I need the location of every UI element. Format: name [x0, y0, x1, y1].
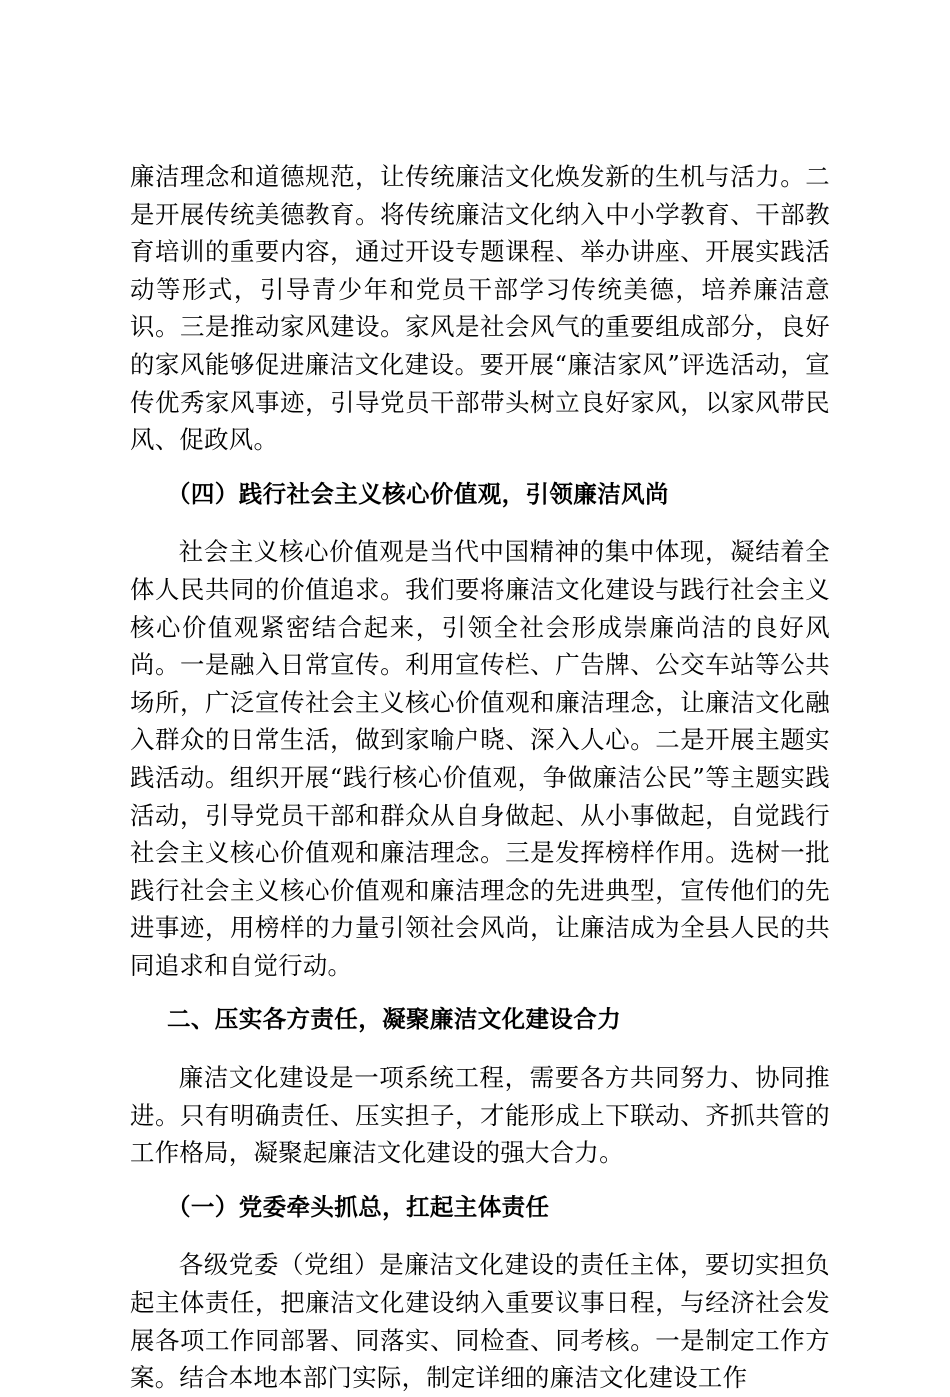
chapter-heading-2: 二、压实各方责任，凝聚廉洁文化建设合力 [167, 1005, 622, 1034]
section-heading-4: （四）践行社会主义核心价值观，引领廉洁风尚 [167, 479, 669, 508]
paragraph-party-committee: 各级党委（党组）是廉洁文化建设的责任主体，要切实担负起主体责任，把廉洁文化建设纳入重要议事日程，与经济社会发展各项工作同部署、同落实、同检查、同考核。一是制定工作方案。结合本地本部门实际，制定详细的廉洁文化建设工作 [130, 1250, 830, 1393]
section-heading-1: （一）党委牵头抓总，扛起主体责任 [167, 1192, 550, 1221]
paragraph-core-values: 社会主义核心价值观是当代中国精神的集中体现，凝结着全体人民共同的价值追求。我们要将廉洁文化建设与践行社会主义核心价值观紧密结合起来，引领全社会形成崇廉尚洁的良好风尚。一是融入日常宣传。利用宣传栏、广告牌、公交车站等公共场所，广泛宣传社会主义核心价值观和廉洁理念，让廉洁文化融入群众的日常生活，做到家喻户晓、深入人心。二是开展主题实践活动。组织开展“践行核心价值观，争做廉洁公民”等主题实践活动，引导党员干部和群众从自身做起、从小事做起，自觉践行社会主义核心价值观和廉洁理念。三是发挥榜样作用。选树一批践行社会主义核心价值观和廉洁理念的先进典型，宣传他们的先进事迹，用榜样的力量引领社会风尚，让廉洁成为全县人民的共同追求和自觉行动。 [130, 537, 830, 980]
paragraph-continuation: 廉洁理念和道德规范，让传统廉洁文化焕发新的生机与活力。二是开展传统美德教育。将传统廉洁文化纳入中小学教育、干部教育培训的重要内容，通过开设专题课程、举办讲座、开展实践活动等形式，引导青少年和党员干部学习传统美德，培养廉洁意识。三是推动家风建设。家风是社会风气的重要组成部分，良好的家风能够促进廉洁文化建设。要开展“廉洁家风”评选活动，宣传优秀家风事迹，引导党员干部带头树立良好家风，以家风带民风、促政风。 [130, 162, 830, 455]
paragraph-responsibility: 廉洁文化建设是一项系统工程，需要各方共同努力、协同推进。只有明确责任、压实担子，才能形成上下联动、齐抓共管的工作格局，凝聚起廉洁文化建设的强大合力。 [130, 1063, 830, 1168]
document-body [130, 158, 830, 1397]
